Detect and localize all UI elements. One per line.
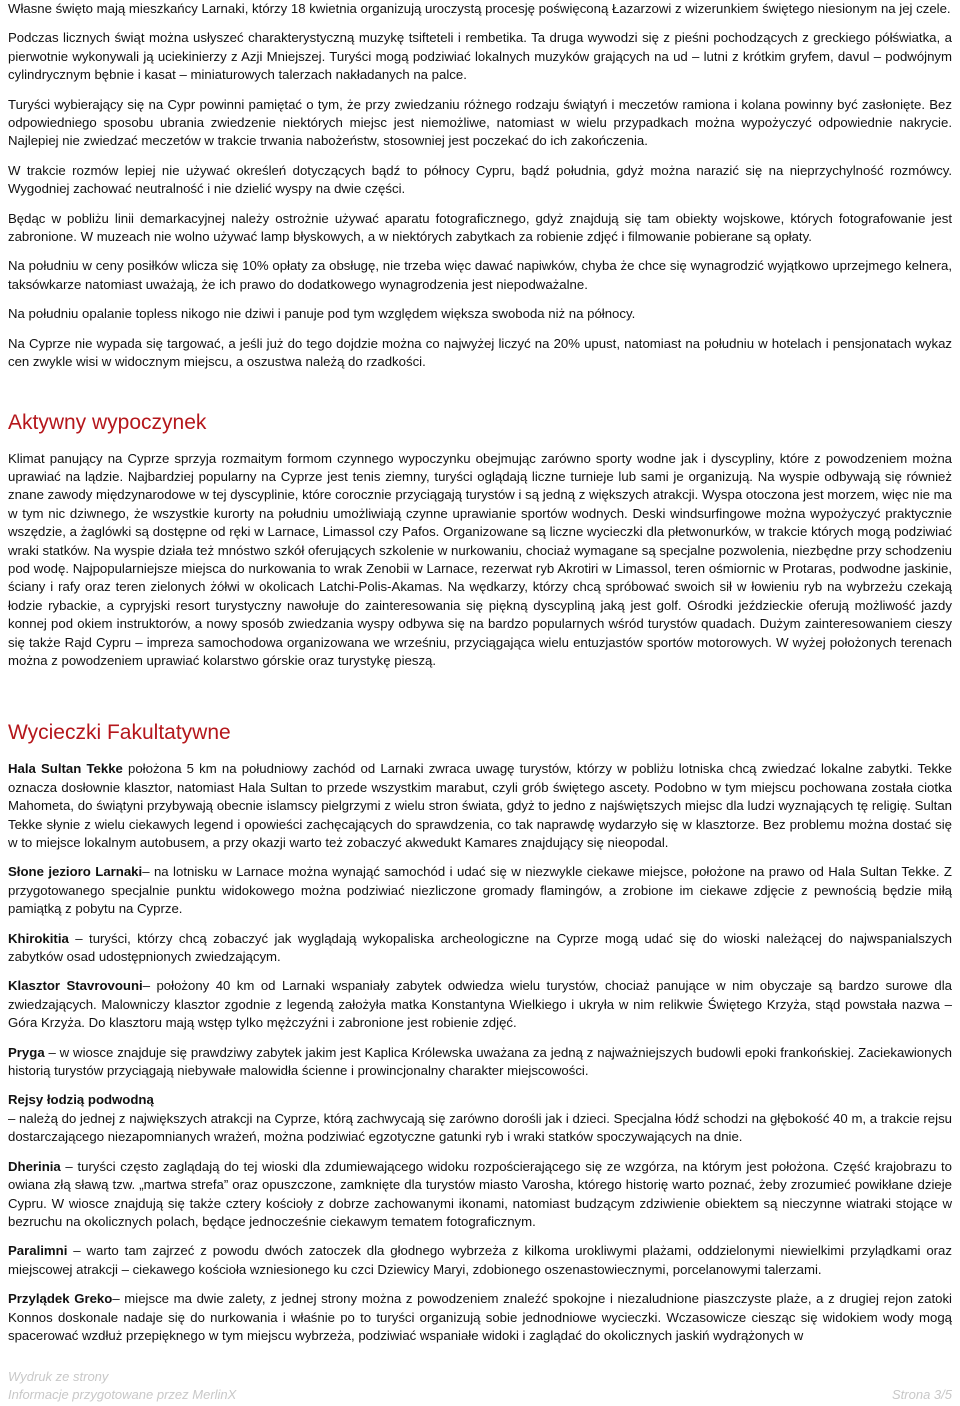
excursion-title: Przylądek Greko: [8, 1291, 113, 1307]
excursion-text: – warto tam zajrzeć z powodu dwóch zatoczek dla głodnego wybrzeża z kilkoma urokliwymi plażami, oddzielonymi niewielkimi przylądkami oraz miejscowej atrakcji – ciekawego kościoła wzniesionego ku czci Dziewicy Maryi, zdobionego oszenastowiecznymi, porcelanowymi talerzami.: [8, 1243, 952, 1277]
excursion-title: Rejsy łodzią podwodną: [8, 1092, 154, 1108]
excursion-item: [8, 977, 952, 1032]
excursion-text: – turyści, którzy chcą zobaczyć jak wyglądają wykopaliska archeologiczne na Cyprze mogą udać się do wioski należącej do najwspanialszych zabytków osad udostępnionych zwiedzającym.: [8, 930, 952, 965]
excursion-title: Słone jezioro Larnaki: [8, 864, 143, 880]
excursion-title: Paralimni: [8, 1243, 68, 1259]
excursion-item: [8, 1290, 952, 1345]
footer-credits: Informacje przygotowane przez MerlinX: [8, 1387, 237, 1402]
section-heading-excursions: Wycieczki Fakultatywne: [8, 721, 231, 745]
excursion-text: – miejsce ma dwie zalety, z jednej strony można z powodzeniem znaleźć spokojne i niezaludnione piaszczyste plaże, a z drugiej rejon zatoki Konnos doskonale nadaje się do nurkowania i właśnie po to turyści organizują sobie jednodniowe wycieczki. Wczasowicze ciesząc się widokiem wody mogą spacerować wzdłuż przepięknego w tym miejscu wybrzeża, podziwiać wspaniałe widoki i zaglądać do okolicznych jaskiń wydrążonych w: [8, 1291, 952, 1343]
document-content: [8, 0, 952, 1356]
excursion-item: [8, 760, 952, 852]
paragraph-active-rest: Klimat panujący na Cyprze sprzyja rozmaitym formom czynnego wypoczynku obejmując zarówno sporty wodne jak i dyscypliny, które z powodzeniem można uprawiać na lądzie. Najbardziej popularny na Cyprze jest tenis ziemny, turyści oglądają liczne turnieje lub sami je organizują. Na wyspie odbywają się również znane zawody międzynarodowe w tej dyscyplinie, które corocznie przyciągają turystów i są jedną z większych atrakcji. Wyspa otoczona jest morzem, więc nie ma w tym nic dziwnego, że wszystkie kurorty na południu umożliwiają czynne uprawianie sportów wodnych. Deski windsurfingowe można wypożyczyć praktycznie wszędzie, a żaglówki są dostępne od ręki w Larnace, Limassol czy Pafos. Organizowane są liczne wycieczki dla płetwonurków, w trakcie których mogą podziwiać wraki statków. Na wyspie działa też mnóstwo szkół oferujących szkolenie w nurkowaniu, chociaż wymagane są specjalne pozwolenia, niezbędne przy schodzeniu pod wodę. Najpopularniejsze miejsca do nurkowania to wrak Zenobii w Larnace, rezerwat ryb Akrotiri w Limassol, teren ośmiornic w Protaras, podwodne jaskinie, ściany i rafy oraz teren zielonych żółwi w okolicach Latchi-Polis-Akamas. Na wędkarzy, którzy chcą spróbować swoich sił w łowieniu ryb na wybrzeżu czekają łodzie rybackie, a cypryjski resort turystyczny nawołuje do zainteresowania się piękną dyscypliną jaką jest golf. Ośrodki jeździeckie oferują możliwość jazdy konnej pod okiem instruktorów, a nowy sposób zwiedzania wyspy odbywa się na bardzo popularnych wśród turystów quadach. Dużym zainteresowaniem cieszy się także Rajd Cypru – impreza samochodowa organizowana we wrześniu, przyciągająca wielu entuzjastów sportów motorowych. W wyżej położonych terenach można z powodzeniem uprawiać kolarstwo górskie oraz turystykę pieszą.: [8, 450, 952, 668]
excursion-text: – w wiosce znajduje się prawdziwy zabytek jakim jest Kaplica Królewska uważana za jedną z najważniejszych budowli epoki frankońskiej. Zaciekawionych historią turystów przyciągają niebywałe malowidła ścienne i prowincjonalny charakter miejscowości.: [8, 1044, 952, 1079]
excursion-title: Dherinia: [8, 1158, 61, 1174]
section-heading-active-rest: Aktywny wypoczynek: [8, 410, 207, 434]
excursion-item: [8, 1044, 952, 1081]
excursion-text: – położony 40 km od Larnaki wspaniały zabytek odwiedza wielu turystów, chociaż panujące w nim obyczaje są bardzo surowe dla zwiedzających. Malowniczy klasztor zgodnie z legendą założyła matka Konstantyna Wielkiego i ukryła w nim relikwie Świętego Krzyża, stąd powstała nazwa – Góra Krzyża. Do klasztoru mają wstęp tylko mężczyźni i zabronione jest robienie zdjęć.: [8, 978, 952, 1031]
excursion-text: – turyści często zaglądają do tej wioski dla zdumiewającego widoku rozpościerającego się ze wzgórza, na którym jest położona. Część krajobrazu to owiana złą sławą tzw. „martwa strefa” oraz opuszczone, zamknięte dla turystów miasto Varosha, którego historię warto poznać, żeby zrozumieć powikłane dzieje Cypru. W wiosce znajdują się także cztery kościoły z dobrze zachowanymi ikonami, natomiast budzącym zdziwienie obiektem są nieczynne wiatraki stojące w bezruchu na okolicznych polach, będące jednocześnie ciekawym tematem fotograficznym.: [8, 1158, 952, 1229]
excursion-item: [8, 1091, 952, 1146]
excursion-title: Pryga: [8, 1044, 45, 1060]
paragraph-dress-code: Turyści wybierający się na Cypr powinni pamiętać o tym, że przy zwiedzaniu różnego rodzaju świątyń i meczetów ramiona i kolana powinny być zasłonięte. Bez odpowiedniego sposobu ubrania zwiedzenie niektórych miejsc jest niemożliwe, natomiast w wielu przypadkach można wypożyczyć odpowiednie nakrycie. Najlepiej nie zwiedzać meczetów w trakcie trwania nabożeństw, stosowniej jest poczekać do ich zakończenia.: [8, 96, 952, 149]
footer-line: [8, 1386, 952, 1404]
excursion-item: [8, 1158, 952, 1232]
excursion-text: położona 5 km na południowy zachód od Larnaki zwraca uwagę turystów, którzy w pobliżu lotniska chcą zwiedzać lokalne zabytki. Tekke oznacza dosłownie klasztor, natomiast Hala Sultan to przede wszystkim marabut, czyli grób świętego ascety. Podobno w tym miejscu pochowana została ciotka Mahometa, do świątyni przybywają obecnie islamscy pielgrzymi z wielu stron świata, gdyż to jedno z najświętszych miejsc dla ludzi wyznających tę religię. Sultan Tekke słynie z wielu ciekawych legend i opowieści zachęcających do sprawdzenia, co tak naprawdę wydarzyło się w klasztorze. Bez problemu można dostać się w to miejsce lokalnym autobusem, a przy okazji warto też zobaczyć akwedukt Kamares znajdujący się nieopodal.: [8, 761, 952, 850]
excursion-text: – należą do jednej z największych atrakcji na Cyprze, którą zachwycają się zarówno dorośli jak i dzieci. Specjalna łódź schodzi na głębokość 40 m, a trakcie rejsu dostarczającego niezapomnianych wrażeń, można podziwiać egzotyczne gatunki ryb i wraki statków spoczywających na dnie.: [8, 1110, 952, 1145]
excursion-title: Khirokitia: [8, 930, 69, 946]
paragraph-tipping: Na południu w ceny posiłków wlicza się 10% opłaty za obsługę, nie trzeba więc dawać napiwków, chyba że chce się wynagrodzić wyjątkowo uprzejmego kelnera, taksówkarze natomiast uważają, że ich prawo do dodatkowego wynagrodzenia jest niepodważalne.: [8, 258, 952, 292]
excursion-item: [8, 930, 952, 967]
paragraph-topless: Na południu opalanie topless nikogo nie dziwi i panuje pod tym względem większa swoboda niż na północy.: [8, 306, 636, 322]
paragraph-music: Podczas licznych świąt można usłyszeć charakterystyczną muzykę tsifteteli i rembetika. Ta druga wywodzi się z pieśni pochodzących z greckiego półświatka, a pierwotnie wykonywali ją uciekinierzy z Azji Mniejszej. Turyści mogą podziwiać lokalnych muzyków grających na ud – lutni z krótkim gryfem, davul – podwójnym cylindrycznym bębnie i kasat – miniaturowych talerzach nakładanych na palce.: [8, 30, 952, 83]
footer-print-note: Wydruk ze strony: [8, 1369, 109, 1384]
excursion-item: [8, 1242, 952, 1279]
excursion-text: – na lotnisku w Larnace można wynająć samochód i udać się w niezwykle ciekawe miejsce, położone na prawo od Hala Sultan Tekke. Z przygotowanego specjalnie punktu widokowego można podziwiać niezliczone gromady flamingów, a zrobione im ciekawe zdjęcie z pewnością będzie miłą pamiątką z pobytu na Cyprze.: [8, 864, 952, 917]
page-footer: [8, 1368, 952, 1404]
excursion-title: Hala Sultan Tekke: [8, 761, 123, 777]
paragraph-bargaining: Na Cyprze nie wypada się targować, a jeśli już do tego dojdzie można co najwyżej liczyć na 20% upust, natomiast na południu w hotelach i pensjonatach wykaz cen zwykle wisi w widocznym miejscu, a oszustwa należą do rzadkości.: [8, 335, 952, 370]
page-number: Strona 3/5: [892, 1387, 952, 1402]
paragraph-photography: Będąc w pobliżu linii demarkacyjnej należy ostrożnie używać aparatu fotograficznego, gdyż znajdują się tam obiekty wojskowe, których fotografowanie jest zabronione. W muzeach nie wolno używać lamp błyskowych, a w niektórych zabytkach za robienie zdjęć i filmowanie pobierane są opłaty.: [8, 210, 952, 245]
excursion-title: Klasztor Stavrovouni: [8, 978, 143, 994]
paragraph-larnaca-feast: Własne święto mają mieszkańcy Larnaki, którzy 18 kwietnia organizują uroczystą procesję poświęconą Łazarzowi z wizerunkiem świętego niesionym na jej czele.: [8, 1, 951, 16]
excursion-item: [8, 863, 952, 918]
paragraph-conversation: W trakcie rozmów lepiej nie używać określeń dotyczących bądź to północy Cypru, bądź południa, gdyż można narazić się na nieprzychylność rozmówcy. Wygodniej zachować neutralność i nie dzielić wyspy na dwie części.: [8, 162, 952, 197]
